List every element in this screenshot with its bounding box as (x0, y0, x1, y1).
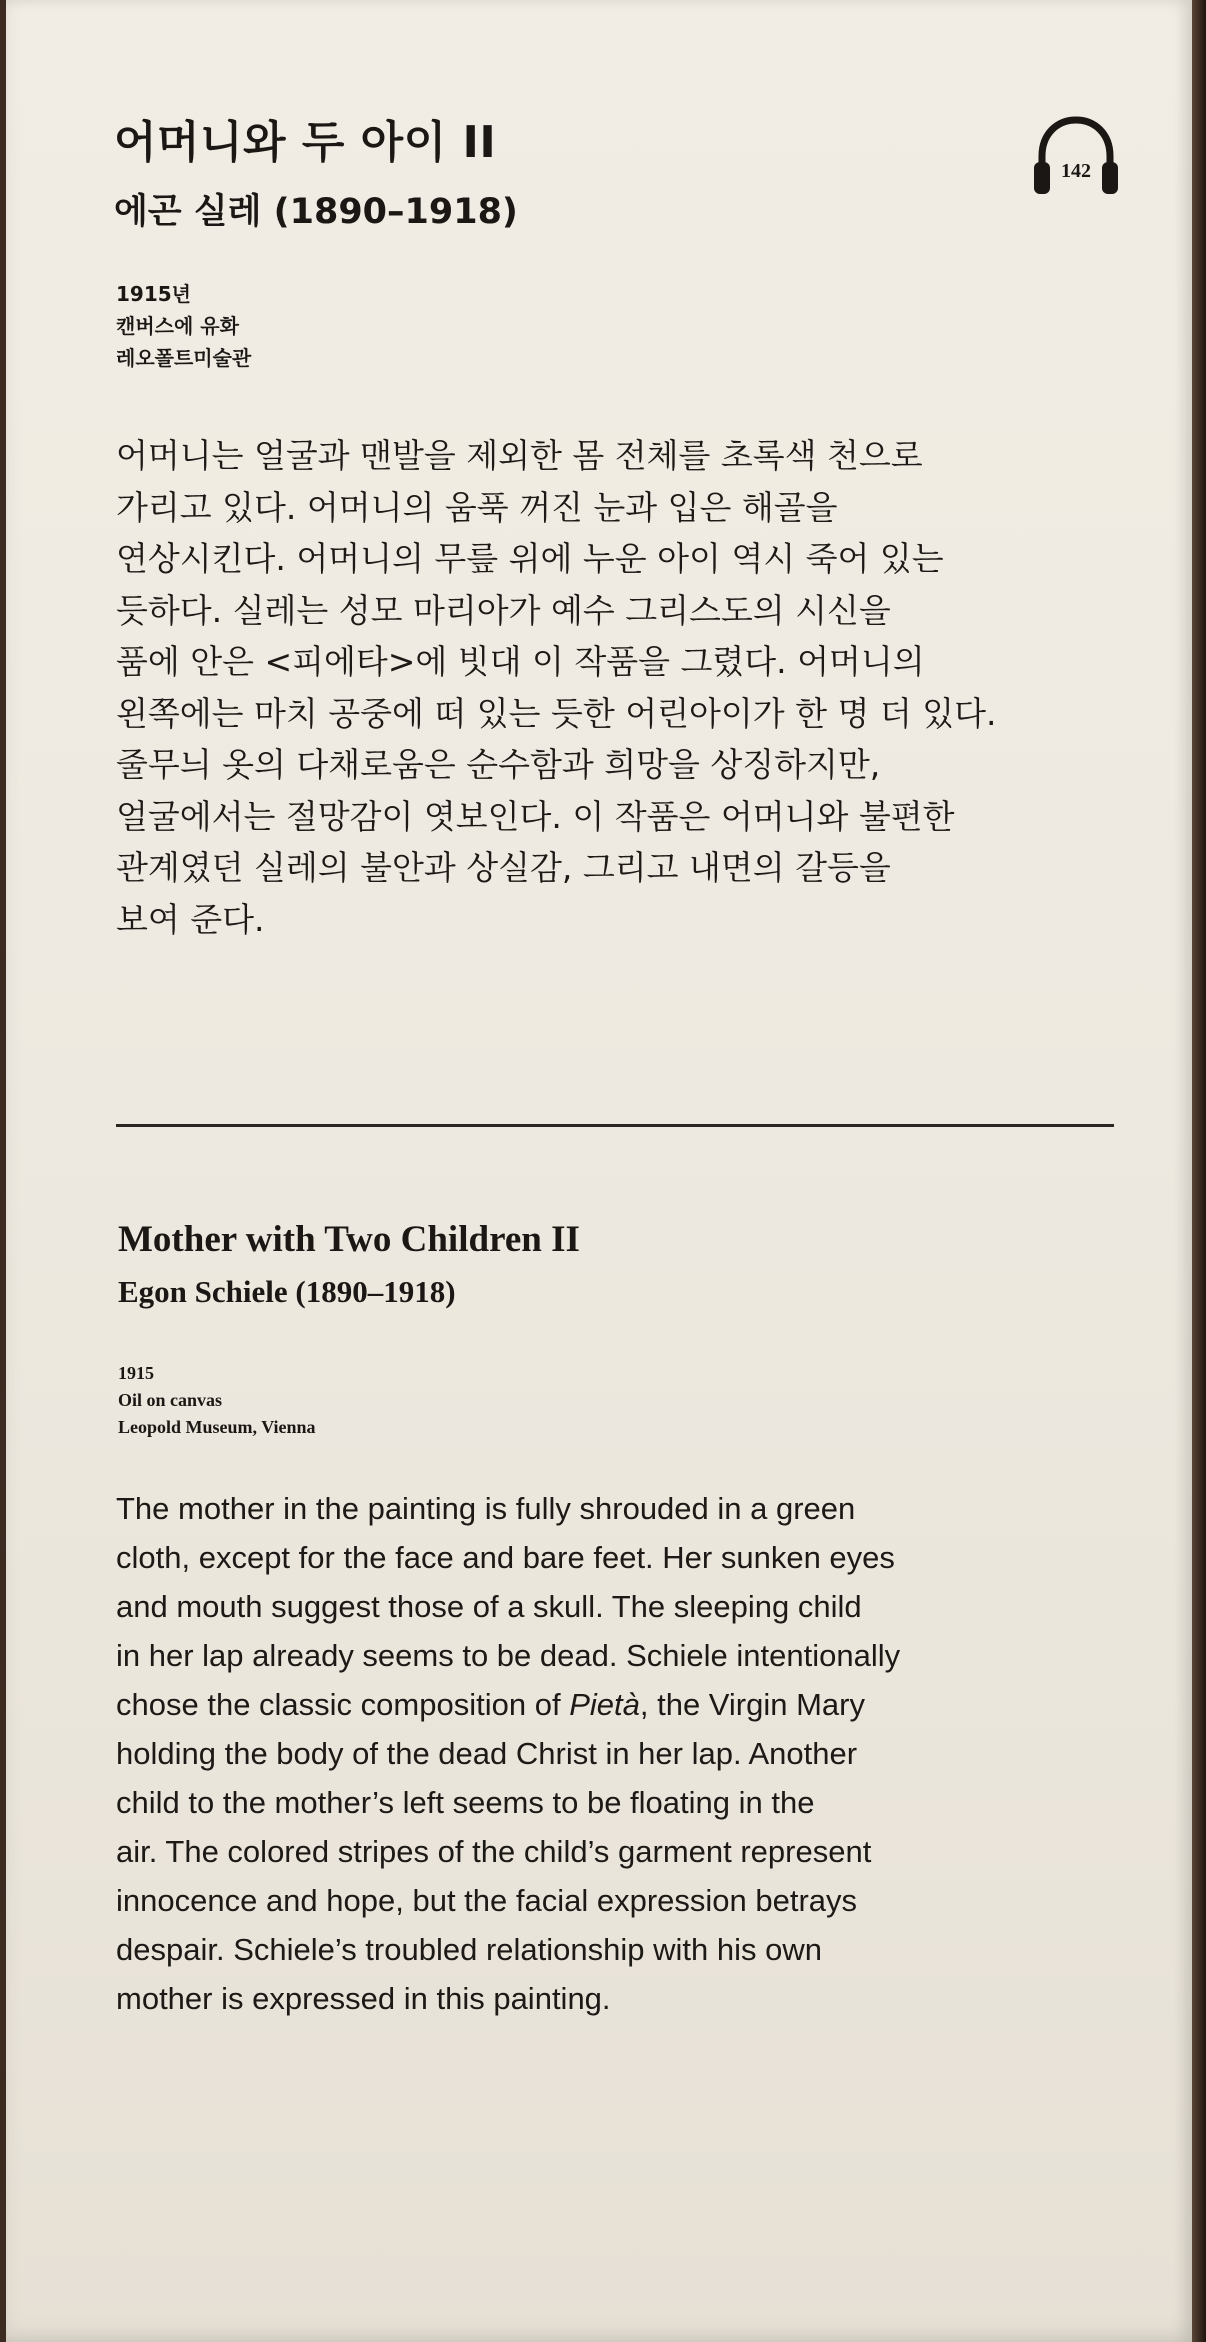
korean-description-line: 관계였던 실레의 불안과 상실감, 그리고 내면의 갈등을 (116, 848, 891, 887)
english-description-line: child to the mother’s left seems to be floating in the (116, 1785, 815, 1820)
korean-artwork-title: 어머니와 두 아이 II (114, 117, 497, 168)
korean-artwork-details (116, 278, 251, 374)
english-medium: Oil on canvas (118, 1390, 223, 1410)
korean-description-line: 보여 준다. (116, 899, 265, 939)
english-description-line: cloth, except for the face and bare feet. Her sunken eyes (116, 1540, 895, 1575)
english-description-line: air. The colored stripes of the child’s garment represent (116, 1834, 872, 1869)
english-year: 1915 (118, 1363, 154, 1383)
audio-guide-number: 142 (1061, 160, 1091, 182)
artwork-reference-pieta: Pietà (569, 1687, 640, 1722)
korean-medium: 캔버스에 유화 (116, 314, 239, 338)
english-description-line: innocence and hope, but the facial expression betrays (116, 1883, 858, 1918)
english-artist-name: Egon Schiele (1890–1918) (118, 1274, 456, 1309)
english-collection: Leopold Museum, Vienna (118, 1417, 316, 1437)
wall-label-card (6, 0, 1192, 2342)
wall-shadow-edge (1192, 0, 1206, 2342)
korean-description-line: 얼굴에서는 절망감이 엿보인다. 이 작품은 어머니와 불편한 (116, 796, 955, 836)
english-artwork-details (118, 1360, 316, 1441)
korean-year: 1915년 (116, 282, 191, 306)
english-description-line: mother is expressed in this painting. (116, 1981, 611, 2016)
korean-description-line: 연상시킨다. 어머니의 무릎 위에 누운 아이 역시 죽어 있는 (116, 539, 944, 578)
english-description-line: The mother in the painting is fully shrouded in a green (116, 1491, 856, 1526)
korean-description (116, 430, 1136, 945)
korean-artist-name: 에곤 실레 (1890–1918) (114, 192, 518, 232)
english-artwork-title: Mother with Two Children II (118, 1219, 580, 1260)
headphones-icon (1030, 112, 1122, 200)
section-divider (116, 1124, 1114, 1127)
english-description-line: in her lap already seems to be dead. Schiele intentionally (116, 1638, 901, 1673)
english-description-line (116, 1680, 1146, 1729)
korean-description-line: 듯하다. 실레는 성모 마리아가 예수 그리스도의 시신을 (116, 590, 891, 630)
english-description-line: holding the body of the dead Christ in her lap. Another (116, 1736, 858, 1771)
korean-description-line: 품에 안은 <피에타>에 빗대 이 작품을 그렸다. 어머니의 (116, 642, 925, 681)
korean-description-line: 줄무늬 옷의 다채로움은 순수함과 희망을 상징하지만, (116, 745, 881, 784)
english-description-line: and mouth suggest those of a skull. The sleeping child (116, 1589, 862, 1624)
audio-guide-badge (1030, 112, 1122, 200)
english-description (116, 1484, 1146, 2023)
english-description-line: despair. Schiele’s troubled relationship with his own (116, 1932, 822, 1967)
korean-description-line: 가리고 있다. 어머니의 움푹 꺼진 눈과 입은 해골을 (116, 487, 838, 527)
korean-collection: 레오폴트미술관 (116, 346, 252, 370)
korean-description-line: 왼쪽에는 마치 공중에 떠 있는 듯한 어린아이가 한 명 더 있다. (116, 693, 997, 733)
korean-description-line: 어머니는 얼굴과 맨발을 제외한 몸 전체를 초록색 천으로 (116, 436, 923, 475)
english-description-text: chose the classic composition of (116, 1687, 561, 1722)
english-description-text: , the Virgin Mary (639, 1687, 865, 1722)
